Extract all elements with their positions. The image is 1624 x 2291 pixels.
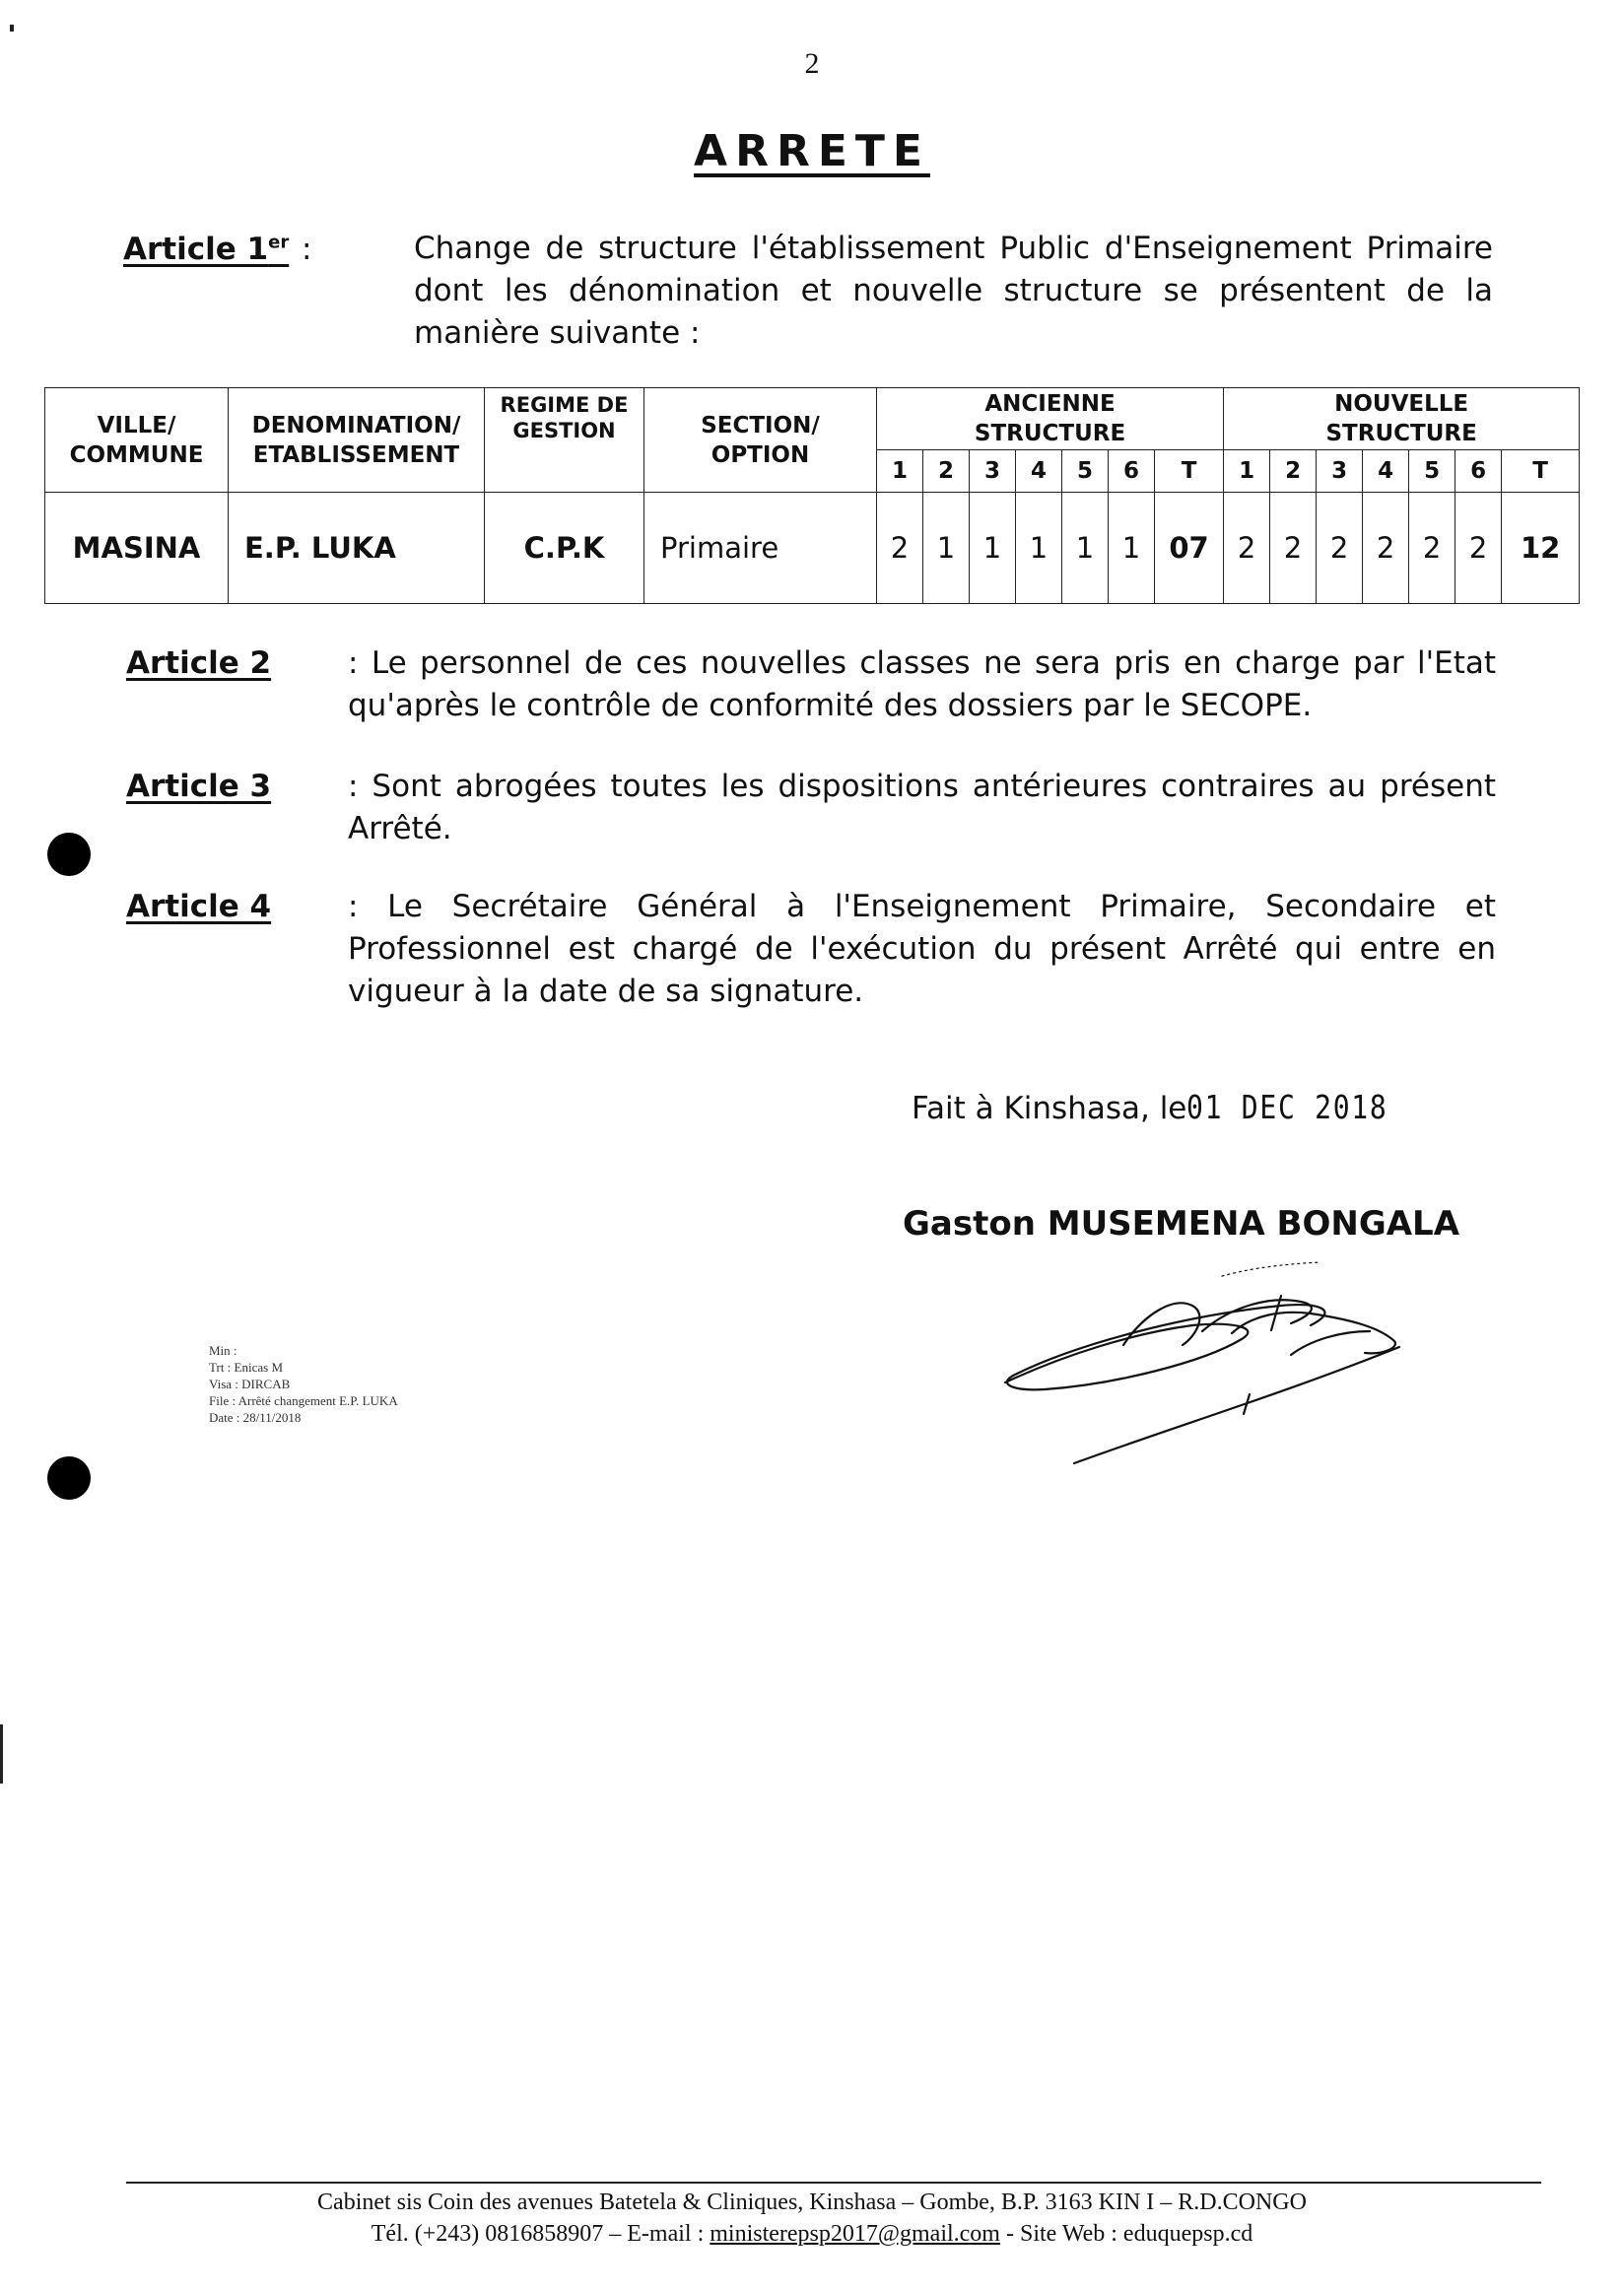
cell-nouvelle: 2	[1270, 493, 1317, 604]
cell-ancienne: 1	[970, 493, 1016, 604]
footer-rule	[126, 2182, 1541, 2184]
cell-nouvelle: 2	[1363, 493, 1409, 604]
col-header: 2	[923, 450, 970, 493]
article-2-text: : Le personnel de ces nouvelles classes ne sera pris en charge par l'Etat qu'après le contrôle de conformité des dossiers par le SECOPE.	[348, 645, 1496, 723]
date-stamp: 01 DEC 2018	[1186, 1088, 1388, 1126]
cell-ancienne: 1	[923, 493, 970, 604]
cell-nouvelle: 2	[1409, 493, 1455, 604]
article-3-text: : Sont abrogées toutes les dispositions antérieures contraires au présent Arrêté.	[348, 769, 1496, 846]
col-header: 1	[1224, 450, 1270, 493]
reference-line: Visa : DIRCAB	[209, 1377, 291, 1391]
cell-nouvelle-total: 12	[1502, 493, 1580, 604]
reference-line: Min :	[209, 1343, 237, 1358]
cell-nouvelle: 2	[1455, 493, 1502, 604]
col-header: 2	[1270, 450, 1317, 493]
header-ville-commune: VILLE/ COMMUNE	[45, 388, 229, 493]
cell-regime: C.P.K	[485, 493, 644, 604]
article-2-label: Article 2	[126, 645, 272, 681]
article-1-label: Article 1er	[123, 232, 290, 267]
col-header: 4	[1016, 450, 1062, 493]
cell-ancienne: 1	[1109, 493, 1155, 604]
cell-ville: MASINA	[45, 493, 229, 604]
header-section: SECTION/ OPTION	[644, 388, 877, 493]
footer-address: Cabinet sis Coin des avenues Batetela & Cliniques, Kinshasa – Gombe, B.P. 3163 KIN I – R.D.CONGO	[317, 2190, 1307, 2215]
scan-mark-icon	[0, 1724, 3, 1784]
article-4-label: Article 4	[126, 889, 272, 924]
cell-ancienne: 1	[1062, 493, 1109, 604]
article-1-separator: :	[302, 232, 312, 267]
cell-ancienne: 1	[1016, 493, 1062, 604]
place-date: Fait à Kinshasa, le01 DEC 2018	[912, 1088, 1388, 1126]
header-ancienne-structure: ANCIENNE STRUCTURE	[877, 388, 1224, 450]
footer-contact: Tél. (+243) 0816858907 – E-mail : ministerepsp2017@gmail.com - Site Web : eduquepsp.cd	[371, 2221, 1253, 2247]
cell-nouvelle: 2	[1317, 493, 1363, 604]
scan-mark-icon	[10, 25, 14, 32]
reference-block	[209, 1342, 398, 1426]
cell-ancienne-total: 07	[1155, 493, 1224, 604]
header-regime: REGIME DE GESTION	[485, 388, 644, 493]
col-header: 6	[1455, 450, 1502, 493]
col-header: 1	[877, 450, 923, 493]
signature-icon	[985, 1237, 1419, 1473]
reference-line: Trt : Enicas M	[209, 1360, 283, 1375]
col-header: 5	[1062, 450, 1109, 493]
signatory-name: Gaston MUSEMENA BONGALA	[903, 1204, 1460, 1244]
cell-section: Primaire	[644, 493, 877, 604]
article-4-text: : Le Secrétaire Général à l'Enseignement Primaire, Secondaire et Professionnel est chargé de l'exécution du présent Arrêté qui entre en vigueur à la date de sa signature.	[348, 889, 1496, 1009]
col-header: T	[1502, 450, 1580, 493]
structure-table	[44, 387, 1580, 604]
footer-email-link[interactable]: ministerepsp2017@gmail.com	[710, 2221, 1000, 2247]
punch-hole-icon	[47, 1456, 91, 1500]
col-header: 4	[1363, 450, 1409, 493]
col-header: 5	[1409, 450, 1455, 493]
document-title: ARRETE	[694, 126, 930, 176]
cell-ancienne: 2	[877, 493, 923, 604]
col-header: 3	[1317, 450, 1363, 493]
page-number: 2	[804, 47, 820, 80]
header-nouvelle-structure: NOUVELLE STRUCTURE	[1224, 388, 1580, 450]
article-1-text: Change de structure l'établissement Public d'Enseignement Primaire dont les dénomination et nouvelle structure se présentent de la manière suivante :	[414, 231, 1493, 351]
table-row	[45, 493, 1580, 604]
punch-hole-icon	[47, 833, 91, 876]
col-header: T	[1155, 450, 1224, 493]
reference-line: File : Arrêté changement E.P. LUKA	[209, 1393, 398, 1408]
col-header: 6	[1109, 450, 1155, 493]
cell-etablissement: E.P. LUKA	[229, 493, 485, 604]
col-header: 3	[970, 450, 1016, 493]
header-denomination: DENOMINATION/ ETABLISSEMENT	[229, 388, 485, 493]
article-3-label: Article 3	[126, 769, 272, 804]
reference-line: Date : 28/11/2018	[209, 1410, 302, 1425]
cell-nouvelle: 2	[1224, 493, 1270, 604]
